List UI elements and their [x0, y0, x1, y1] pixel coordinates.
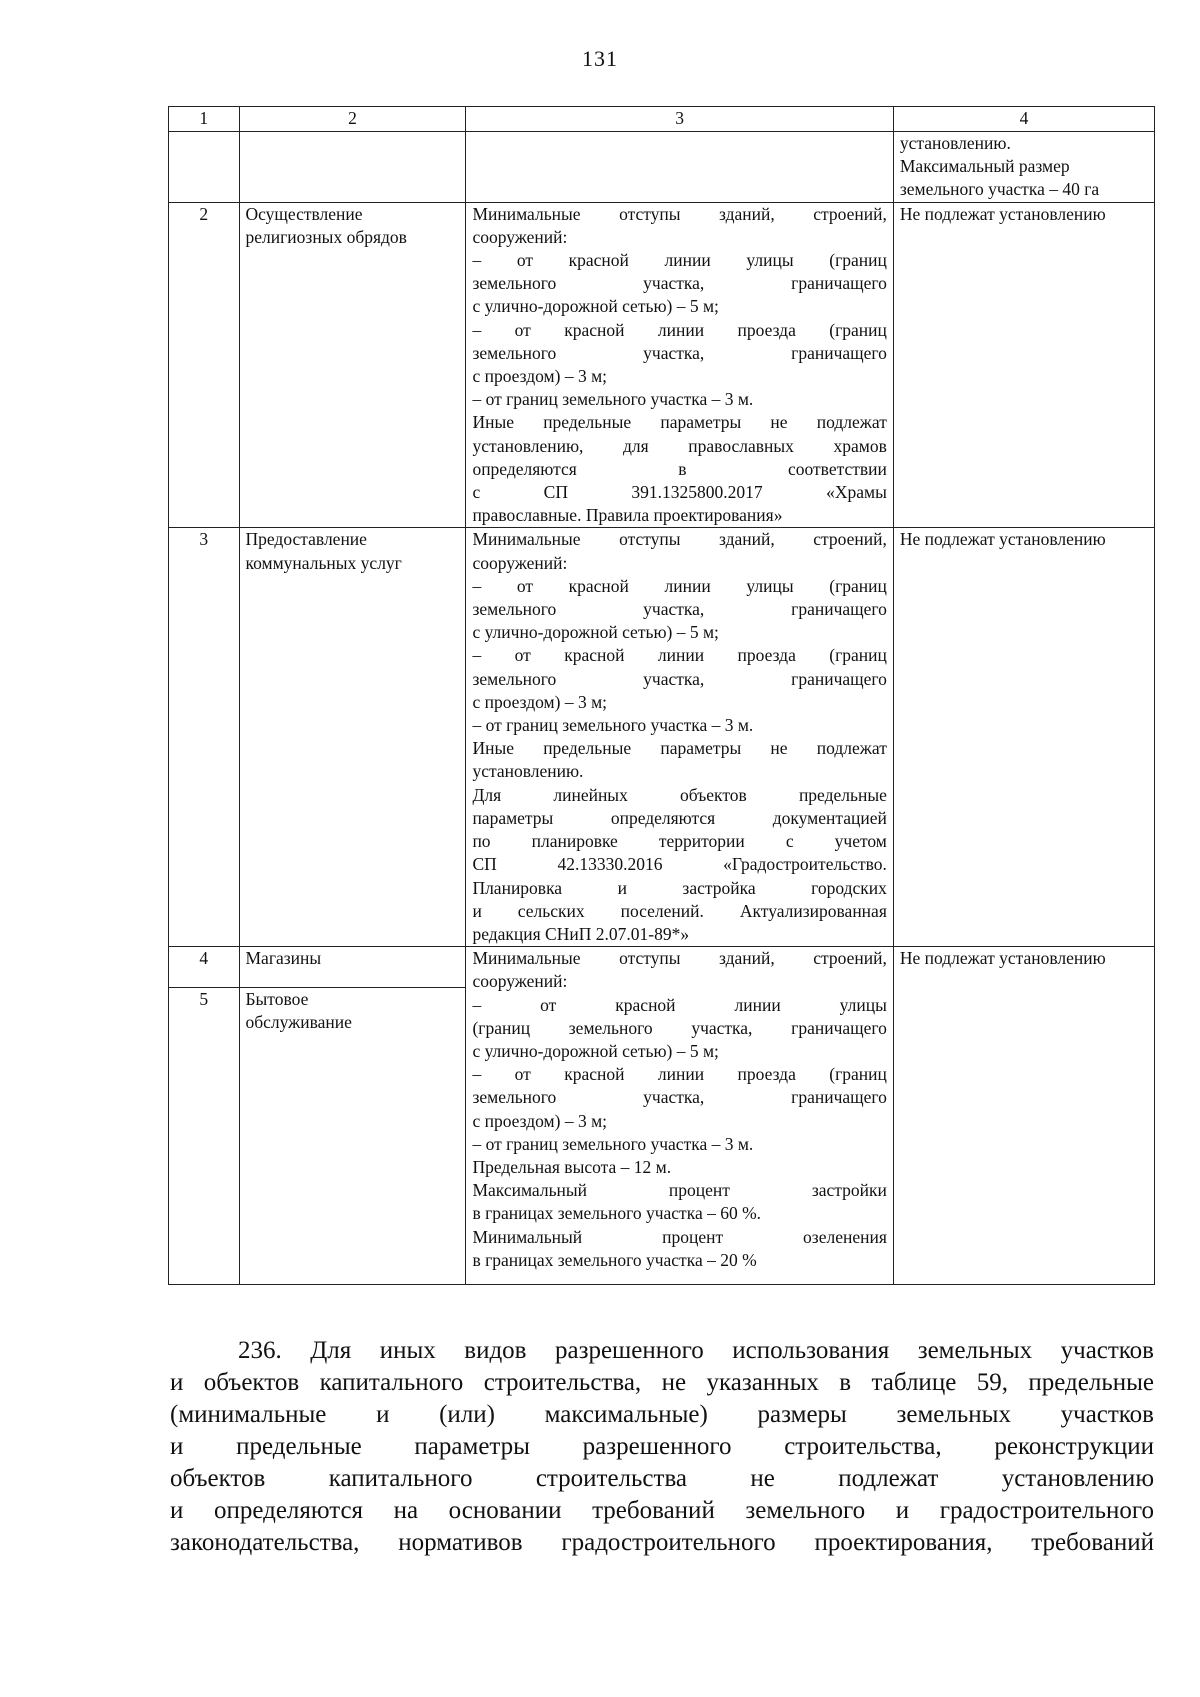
text-line: земельного участка, граничащего — [472, 342, 887, 363]
paragraph-line: объектов капитального строительства не подлежат установлению — [170, 1465, 1154, 1492]
text-line: в границах земельного участка – 60 %. — [472, 1203, 762, 1224]
text-line: религиозных обрядов — [245, 226, 407, 247]
text-line: – от красной линии проезда (границ — [472, 319, 887, 340]
table-row — [169, 528, 1155, 947]
text-line: с улично-дорожной сетью) – 5 м; — [472, 1040, 719, 1061]
text-line: с проездом) – 3 м; — [472, 691, 608, 712]
parameters-cell — [466, 202, 893, 528]
continuation-row — [169, 132, 1155, 203]
area-cell: Не подлежат установлению — [893, 947, 1154, 1285]
text-line: – от красной линии улицы (границ — [472, 575, 887, 596]
text-line: и сельских поселений. Актуализированная — [472, 900, 887, 921]
page-number: 131 — [582, 46, 618, 71]
text-line: земельного участка, граничащего — [472, 273, 887, 294]
parameters-cell — [466, 947, 893, 1285]
text-line: земельного участка, граничащего — [472, 599, 887, 620]
text-line: – от красной линии проезда (границ — [472, 645, 887, 666]
text-line: сооружений: — [472, 552, 568, 573]
area-cell: Не подлежат установлению — [893, 202, 1154, 528]
text-line: Минимальные отступы зданий, строений, — [472, 529, 887, 550]
parameters-cell — [466, 528, 893, 947]
text-line: Предельная высота – 12 м. — [472, 1156, 672, 1177]
row-number: 4 — [169, 947, 240, 988]
text-line: параметры определяются документацией — [472, 807, 887, 828]
text-line: – от границ земельного участка – 3 м. — [472, 1133, 754, 1154]
text-line: с улично-дорожной сетью) – 5 м; — [472, 296, 719, 317]
text-line: Планировка и застройка городских — [472, 877, 887, 898]
text-line: Минимальные отступы зданий, строений, — [472, 948, 887, 969]
text-line: Бытовое — [245, 989, 309, 1010]
text-line: Предоставление — [245, 529, 367, 550]
paragraph-line: 236. Для иных видов разрешенного использования земельных участков — [238, 1337, 1154, 1364]
continuation-text — [893, 132, 1154, 203]
text-line: Максимальный процент застройки — [472, 1180, 887, 1201]
empty-cell — [466, 132, 893, 203]
text-line: установлению. — [899, 133, 1011, 153]
use-type-name — [239, 988, 466, 1285]
text-line: – от красной линии улицы (границ — [472, 250, 887, 271]
paragraph-line: (минимальные и (или) максимальные) размеры земельных участков — [170, 1401, 1154, 1428]
text-line: – от красной линии проезда (границ — [472, 1064, 887, 1085]
text-line: установлению. — [472, 761, 584, 782]
text-line: Для линейных объектов предельные — [472, 784, 887, 805]
text-line: с СП 391.1325800.2017 «Храмы — [472, 482, 887, 503]
empty-cell — [169, 132, 240, 203]
row-number: 5 — [169, 988, 240, 1285]
text-line: с проездом) – 3 м; — [472, 366, 608, 387]
table-row — [169, 947, 1155, 988]
use-type-name — [239, 947, 466, 988]
text-line: – от границ земельного участка – 3 м. — [472, 389, 754, 410]
text-line: Минимальные отступы зданий, строений, — [472, 203, 887, 224]
text-line: установлению, для православных храмов — [472, 435, 887, 456]
table-header-row — [169, 107, 1155, 132]
area-cell: Не подлежат установлению — [893, 528, 1154, 947]
text-line: коммунальных услуг — [245, 552, 402, 573]
use-type-name — [239, 202, 466, 528]
paragraph-line: и предельные параметры разрешенного строительства, реконструкции — [170, 1433, 1154, 1460]
text-line: сооружений: — [472, 971, 568, 992]
text-line: редакция СНиП 2.07.01-89*» — [472, 923, 690, 944]
header-cell: 1 — [169, 107, 240, 132]
text-line: Максимальный размер — [899, 156, 1070, 177]
use-type-name — [239, 528, 466, 947]
spacer — [472, 1272, 886, 1284]
paragraph-line: законодательства, нормативов градостроительного проектирования, требований — [170, 1529, 1154, 1556]
empty-cell — [239, 132, 466, 203]
text-line: сооружений: — [472, 226, 568, 247]
text-line: – от красной линии улицы — [472, 994, 887, 1015]
text-line: земельного участка, граничащего — [472, 1087, 887, 1108]
header-cell: 2 — [239, 107, 466, 132]
text-line: Осуществление — [245, 203, 363, 224]
text-line: Иные предельные параметры не подлежат — [472, 412, 887, 433]
row-number: 2 — [169, 202, 240, 528]
text-line: по планировке территории с учетом — [472, 831, 887, 852]
paragraph-line: и определяются на основании требований земельного и градостроительного — [170, 1497, 1154, 1524]
body-paragraph-236 — [170, 1335, 1154, 1559]
paragraph-line: и объектов капитального строительства, не указанных в таблице 59, предельные — [170, 1369, 1154, 1396]
text-line: – от границ земельного участка – 3 м. — [472, 715, 754, 736]
header-cell: 4 — [893, 107, 1154, 132]
text-line: СП 42.13330.2016 «Градостроительство. — [472, 854, 887, 875]
land-use-table — [168, 106, 1155, 1285]
text-line: православные. Правила проектирования» — [472, 505, 783, 526]
text-line: в границах земельного участка – 20 % — [472, 1249, 757, 1270]
text-line: с улично-дорожной сетью) – 5 м; — [472, 622, 719, 643]
text-line: определяются в соответствии — [472, 458, 887, 479]
text-line: Минимальный процент озеленения — [472, 1226, 887, 1247]
header-cell: 3 — [466, 107, 893, 132]
text-line: (границ земельного участка, граничащего — [472, 1017, 887, 1038]
text-line: земельного участка, граничащего — [472, 668, 887, 689]
text-line: земельного участка – 40 га — [899, 179, 1100, 200]
text-line: Магазины — [245, 948, 322, 969]
table-row — [169, 202, 1155, 528]
text-line: с проездом) – 3 м; — [472, 1110, 608, 1131]
text-line: обслуживание — [245, 1012, 352, 1033]
text-line: Иные предельные параметры не подлежат — [472, 738, 887, 759]
row-number: 3 — [169, 528, 240, 947]
